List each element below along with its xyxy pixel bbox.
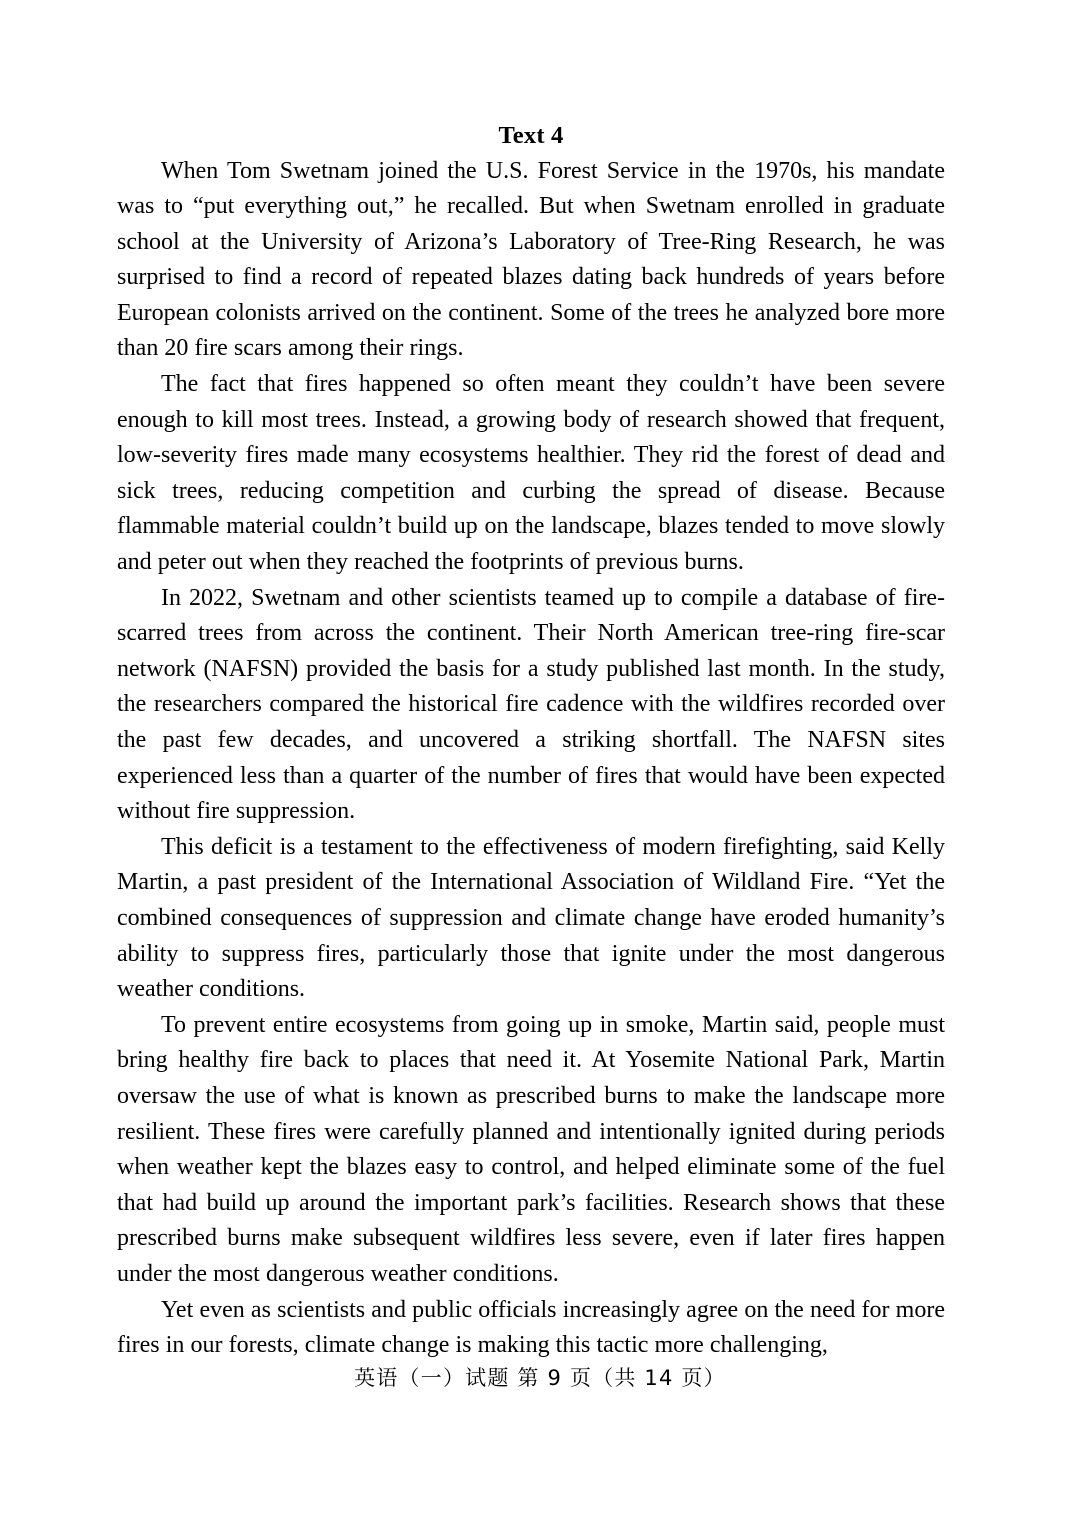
paragraph-2: The fact that fires happened so often meant they couldn’t have been severe enough to kill most trees. Instead, a growing body of research showed that frequent, low-severity fires made many ecosystems healthier. They rid the forest of dead and sick trees, reducing competition and curbing the spread of disease. Because flammable material couldn’t build up on the landscape, blazes tended to move slowly and peter out when they reached the footprints of previous burns. (117, 371, 945, 576)
paragraph-3: In 2022, Swetnam and other scientists teamed up to compile a database of fire-scarred trees from across the continent. Their North American tree-ring fire-scar network (NAFSN) provided the basis for a study published last month. In the study, the researchers compared the historical fire cadence with the wildfires recorded over the past few decades, and uncovered a striking shortfall. The NAFSN sites experienced less than a quarter of the number of fires that would have been expected without fire suppression. (117, 584, 945, 825)
page-title: Text 4 (498, 122, 564, 149)
page-footer: 英语（一）试题 第 9 页（共 14 页） (354, 1366, 726, 1390)
paragraph-4: This deficit is a testament to the effectiveness of modern firefighting, said Kelly Martin, a past president of the International Association of Wildland Fire. “Yet the combined consequences of suppression and climate change have eroded humanity’s ability to suppress fires, particularly those that ignite under the most dangerous weather conditions. (117, 833, 945, 1003)
text-column (117, 118, 945, 1364)
paragraph-6: Yet even as scientists and public officials increasingly agree on the need for more fires in our forests, climate change is making this tactic more challenging, (117, 1296, 945, 1359)
paragraph-1: When Tom Swetnam joined the U.S. Forest Service in the 1970s, his mandate was to “put everything out,” he recalled. But when Swetnam enrolled in graduate school at the University of Arizona’s Laboratory of Tree-Ring Research, he was surprised to find a record of repeated blazes dating back hundreds of years before European colonists arrived on the continent. Some of the trees he analyzed bore more than 20 fire scars among their rings. (117, 157, 945, 362)
paragraph-5: To prevent entire ecosystems from going up in smoke, Martin said, people must bring healthy fire back to places that need it. At Yosemite National Park, Martin oversaw the use of what is known as prescribed burns to make the landscape more resilient. These fires were carefully planned and intentionally ignited during periods when weather kept the blazes easy to control, and helped eliminate some of the fuel that had build up around the important park’s facilities. Research shows that these prescribed burns make subsequent wildfires less severe, even if later fires happen under the most dangerous weather conditions. (117, 1011, 945, 1287)
